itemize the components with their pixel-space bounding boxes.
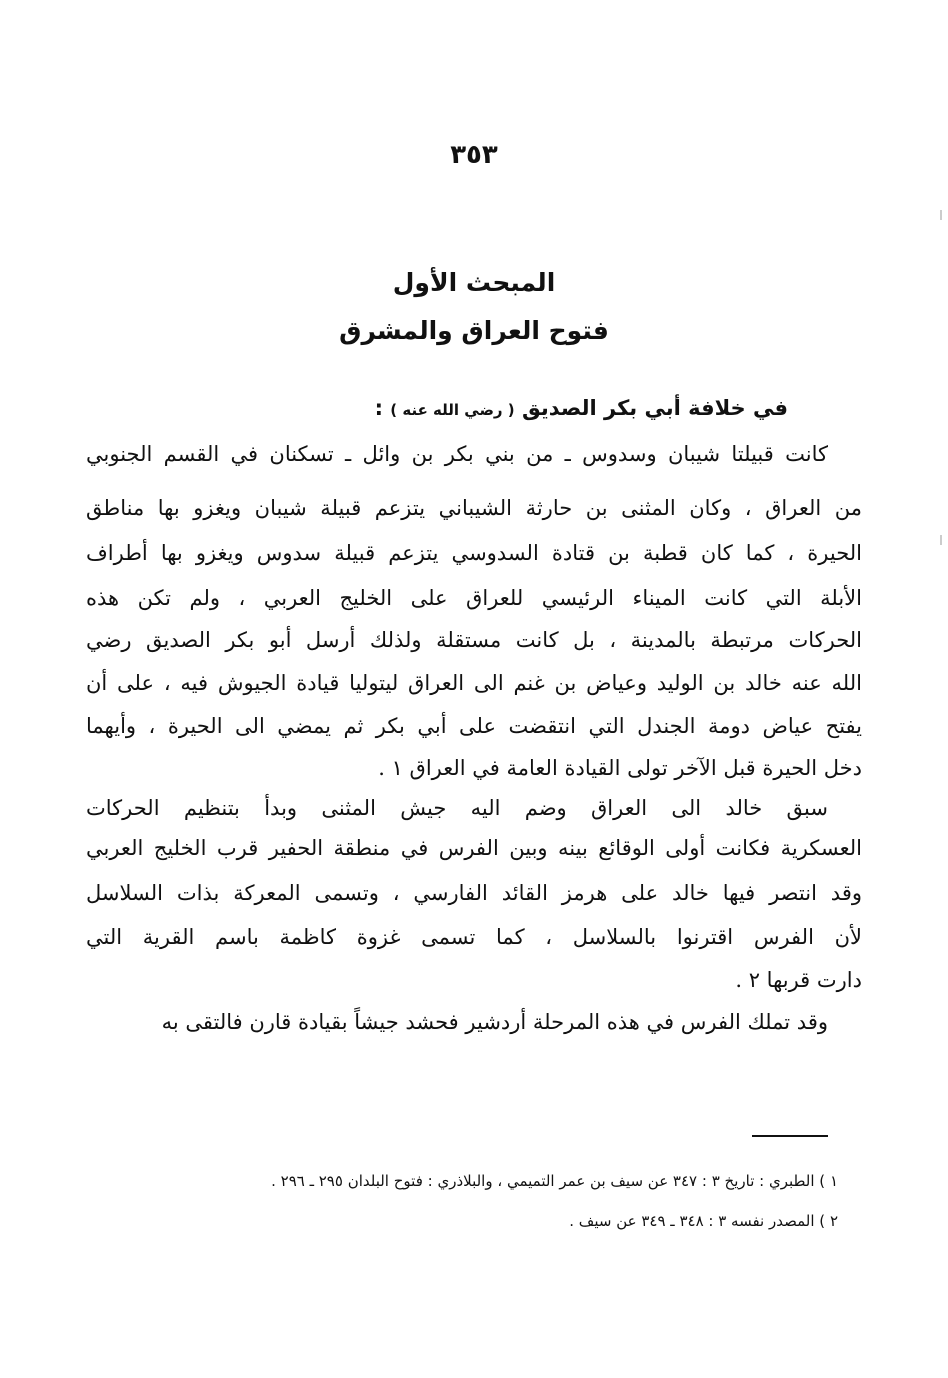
chapter-heading: المبحث الأول <box>392 268 556 297</box>
scan-artifact <box>940 535 942 545</box>
scan-artifact <box>940 210 942 220</box>
section-title <box>375 396 788 420</box>
paragraph-line: وقد انتصر فيها خالد على هرمز القائد الفارسي ، وتسمى المعركة بذات السلاسل <box>86 881 862 905</box>
section-title-note: ( رضي الله عنه ) <box>390 401 515 419</box>
footnote-divider <box>752 1135 828 1137</box>
paragraph-line: الحيرة ، كما كان قطبة بن قتادة السدوسي يتزعم قبيلة سدوس ويغزو بها أطراف <box>86 541 862 565</box>
paragraph-line: الله عنه خالد بن الوليد وعياض بن غنم الى العراق ليتوليا قيادة الجيوش فيه ، على أن <box>86 671 862 695</box>
paragraph-line: دخل الحيرة قبل الآخر تولى القيادة العامة في العراق ١ . <box>378 756 862 780</box>
paragraph-line: يفتح عياض دومة الجندل التي انتقضت على أبي بكر ثم يمضي الى الحيرة ، وأيهما <box>86 714 862 738</box>
chapter-subheading: فتوح العراق والمشرق <box>339 316 609 345</box>
paragraph-line: العسكرية فكانت أولى الوقائع بينه وبين الفرس في منطقة الحفير قرب الخليج العربي <box>86 836 862 860</box>
footnote: ١ ) الطبري : تاريخ ٣ : ٣٤٧ عن سيف بن عمر التميمي ، والبلاذري : فتوح البلدان ٢٩٥ ـ ٢٩٦ . <box>271 1172 838 1190</box>
page-number: ٣٥٣ <box>450 140 498 170</box>
paragraph-line: سبق خالد الى العراق وضم اليه جيش المثنى وبدأ بتنظيم الحركات <box>86 796 828 820</box>
paragraph-line: لأن الفرس اقترنوا بالسلاسل ، كما تسمى غزوة كاظمة باسم القرية التي <box>86 925 862 949</box>
paragraph-line: الحركات مرتبطة بالمدينة ، بل كانت مستقلة ولذلك أرسل أبو بكر الصديق رضي <box>86 628 862 652</box>
paragraph-line: وقد تملك الفرس في هذه المرحلة أردشير فحشد جيشاً بقيادة قارن فالتقى به <box>161 1010 828 1034</box>
footnote: ٢ ) المصدر نفسه ٣ : ٣٤٨ ـ ٣٤٩ عن سيف . <box>569 1212 838 1230</box>
section-title-main: في خلافة أبي بكر الصديق <box>521 396 788 420</box>
paragraph-line: الأبلة التي كانت الميناء الرئيسي للعراق على الخليج العربي ، ولم تكن هذه <box>86 586 862 610</box>
paragraph-line: من العراق ، وكان المثنى بن حارثة الشيباني يتزعم قبيلة شيبان ويغزو بها مناطق <box>86 496 862 520</box>
paragraph-line: دارت قربها ٢ . <box>735 968 862 992</box>
paragraph-line: كانت قبيلتا شيبان وسدوس ـ من بني بكر بن وائل ـ تسكنان في القسم الجنوبي <box>86 442 828 466</box>
section-title-colon: : <box>374 396 391 420</box>
